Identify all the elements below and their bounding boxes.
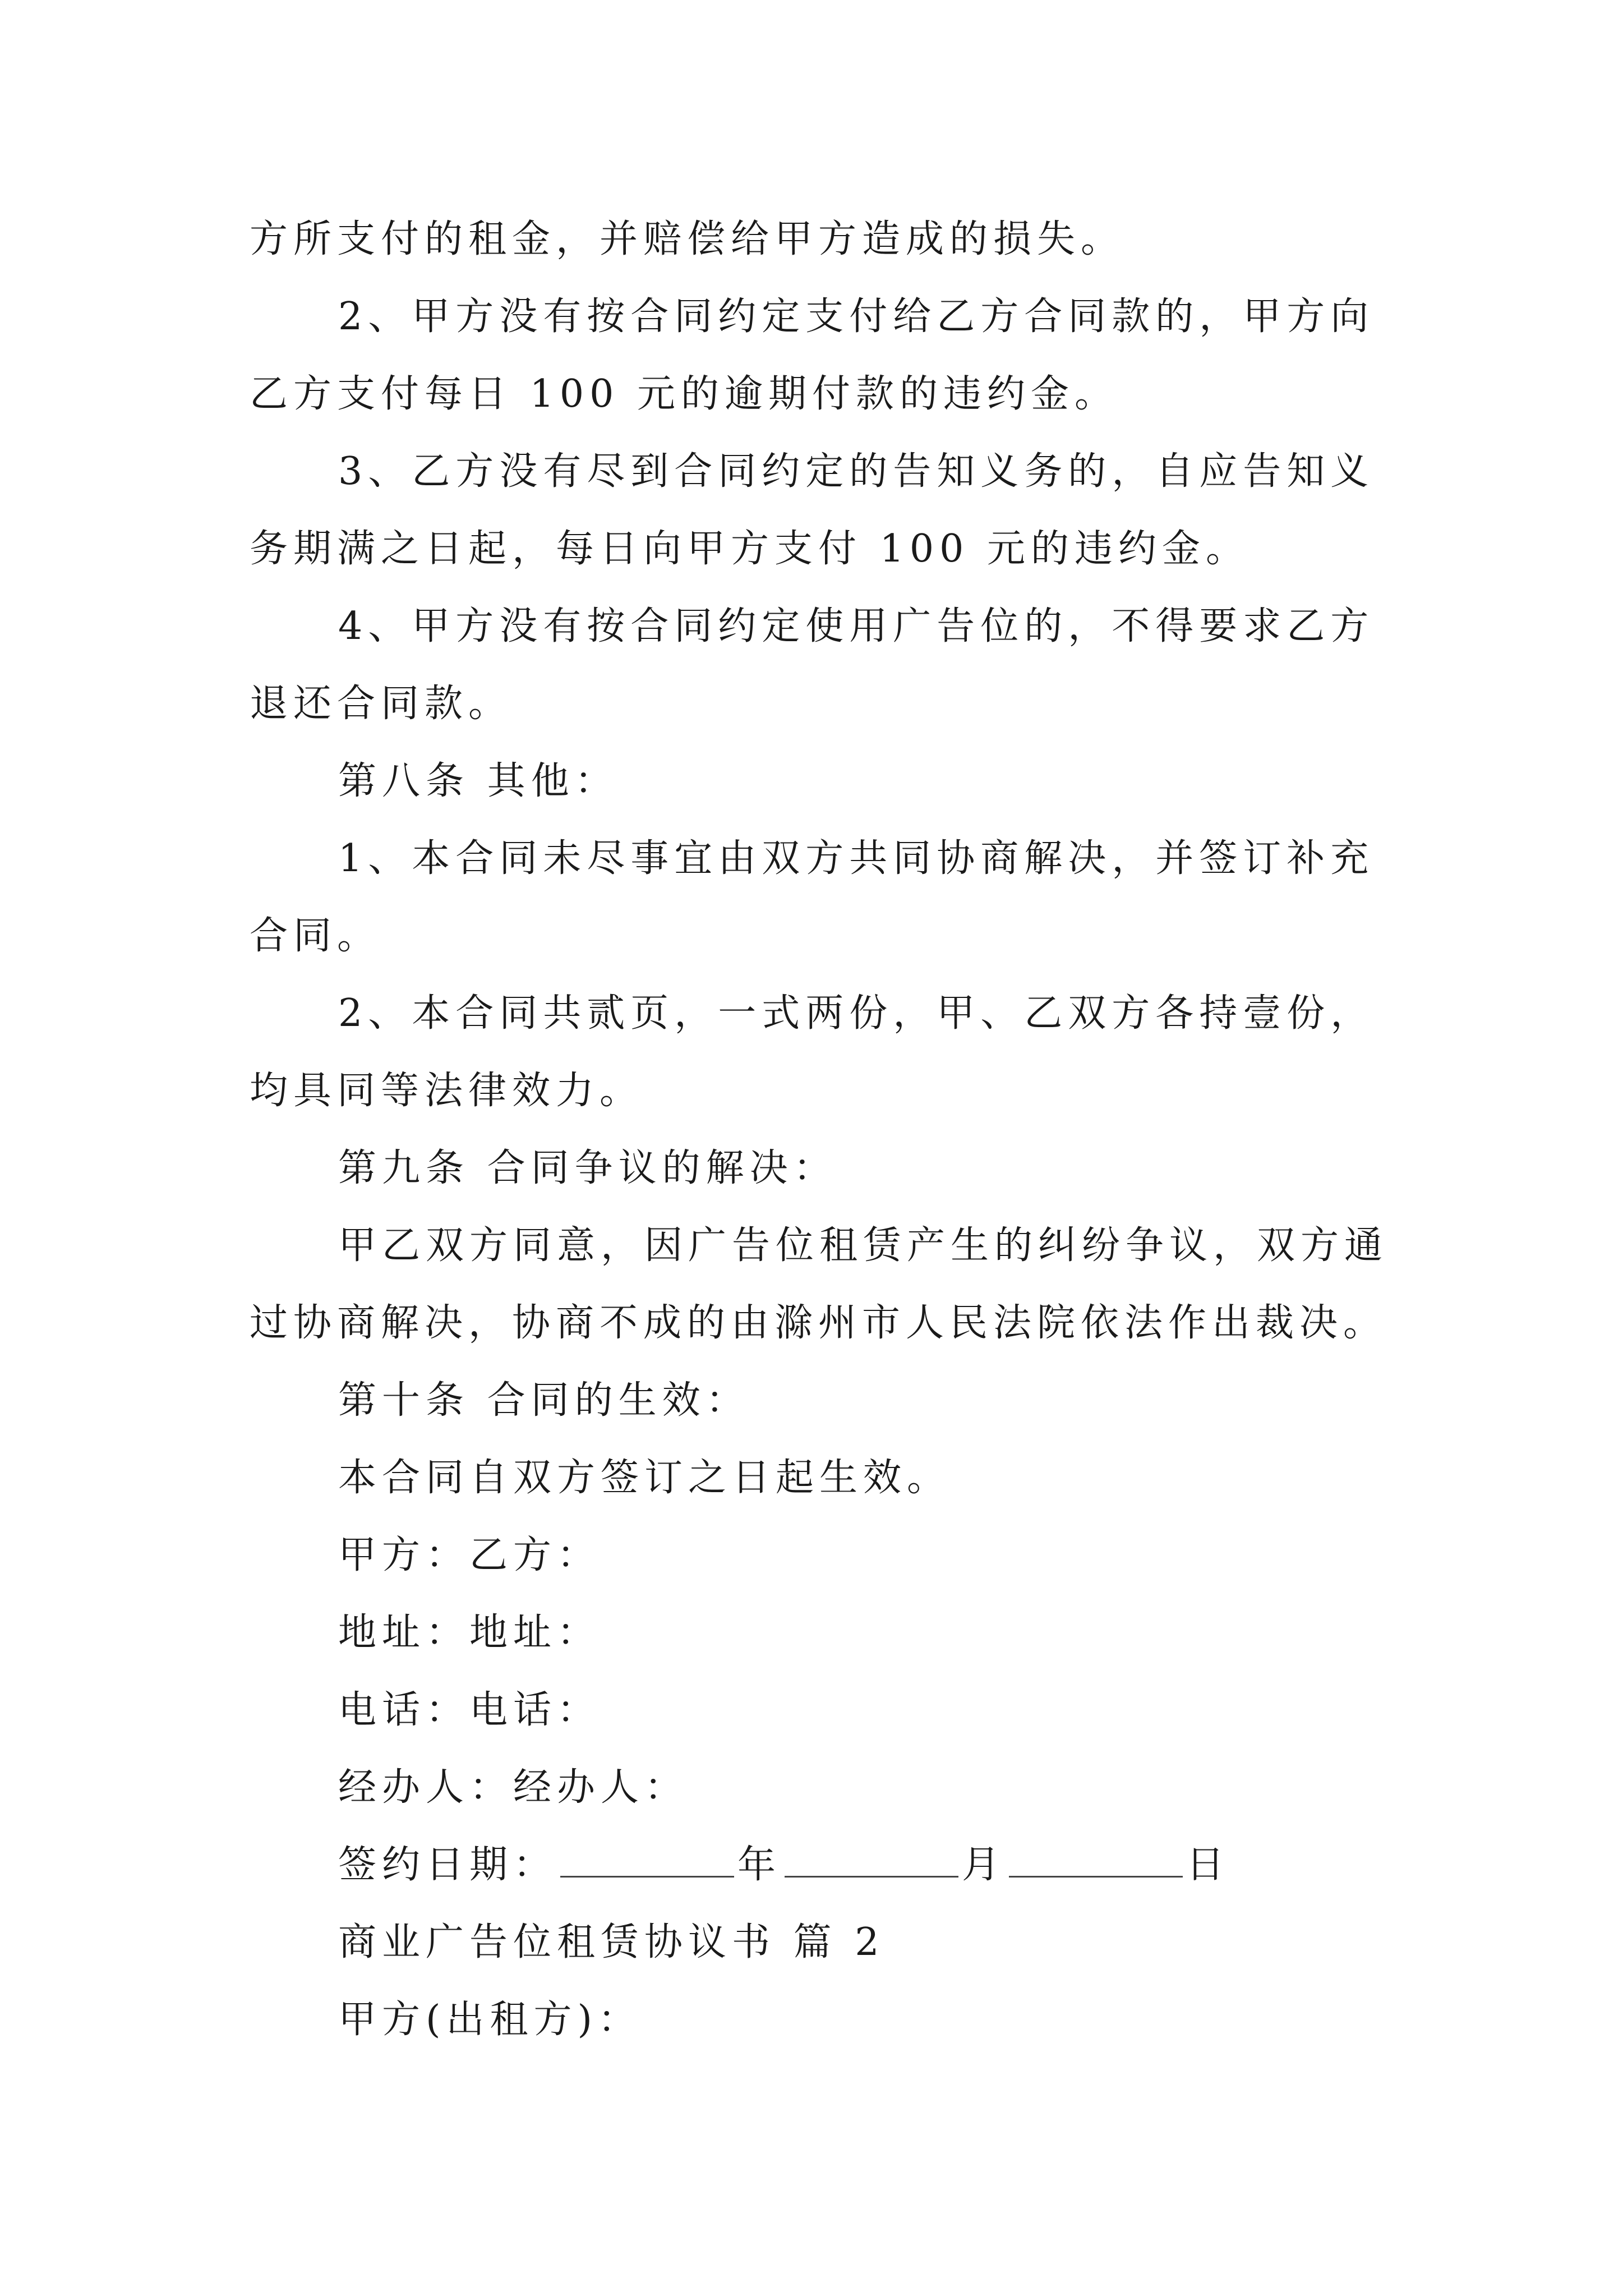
article-heading: 第九条 合同争议的解决： (338, 1146, 837, 1190)
text-line: 本合同自双方签订之日起生效。 (338, 1456, 951, 1500)
text-line: 退还合同款。 (250, 682, 513, 726)
text-line: 4、甲方没有按合同约定使用广告位的，不得要求乙方 (338, 604, 1375, 648)
signing-date-line (338, 1840, 1230, 1890)
text-line: 均具同等法律效力。 (250, 1069, 644, 1113)
phone-line: 电话：电话： (338, 1688, 601, 1732)
text-line: 2、甲方没有按合同约定支付给乙方合同款的，甲方向 (338, 295, 1375, 339)
signing-date-label: 签约日期： (338, 1843, 557, 1887)
text-line: 合同。 (250, 914, 381, 958)
party-a-line: 甲方(出租方)： (338, 1998, 642, 2042)
month-label: 月 (962, 1843, 1006, 1887)
day-blank (1009, 1842, 1183, 1878)
text-line: 乙方支付每日 100 元的逾期付款的违约金。 (250, 372, 1119, 416)
party-line: 甲方：乙方： (338, 1533, 601, 1577)
text-line: 3、乙方没有尽到合同约定的告知义务的，自应告知义 (338, 449, 1375, 494)
text-line: 过协商解决，协商不成的由滁州市人民法院依法作出裁决。 (250, 1301, 1387, 1345)
handler-line: 经办人：经办人： (338, 1765, 689, 1810)
article-heading: 第八条 其他： (338, 759, 619, 803)
year-blank (560, 1842, 734, 1878)
text-line: 2、本合同共贰页，一式两份，甲、乙双方各持壹份， (338, 991, 1375, 1036)
day-label: 日 (1186, 1843, 1230, 1887)
year-label: 年 (737, 1843, 782, 1887)
text-line: 方所支付的租金，并赔偿给甲方造成的损失。 (250, 217, 1125, 261)
month-blank (785, 1842, 958, 1878)
address-line: 地址：地址： (338, 1611, 601, 1655)
text-line: 甲乙双方同意，因广告位租赁产生的纠纷争议，双方通 (338, 1223, 1389, 1268)
text-line: 1、本合同未尽事宜由双方共同协商解决，并签订补充 (338, 836, 1375, 881)
article-heading: 第十条 合同的生效： (338, 1378, 750, 1423)
text-line: 务期满之日起，每日向甲方支付 100 元的违约金。 (250, 527, 1250, 571)
section-title: 商业广告位租赁协议书 篇 2 (338, 1920, 885, 1964)
